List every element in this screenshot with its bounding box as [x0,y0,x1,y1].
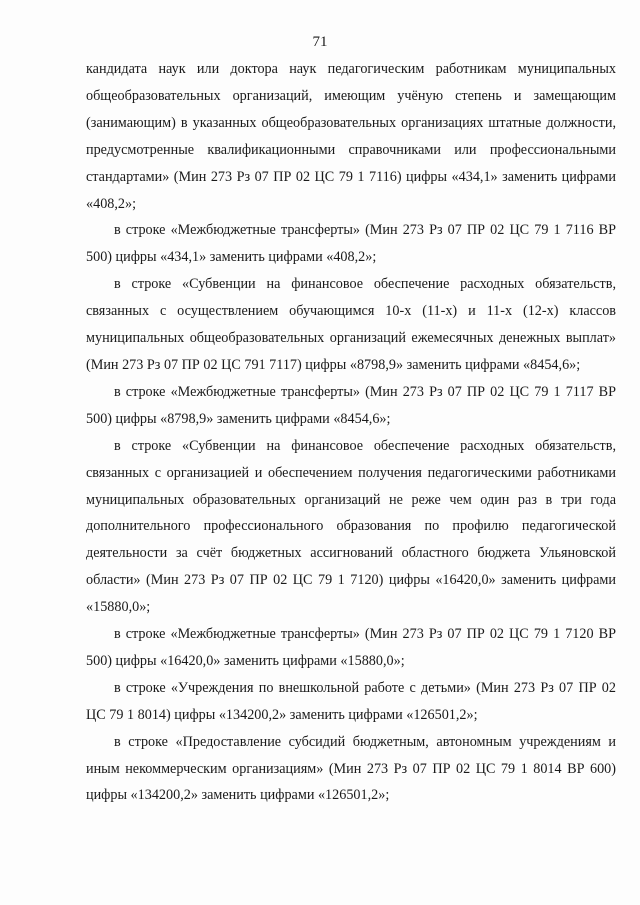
paragraph: в строке «Межбюджетные трансферты» (Мин 273 Рз 07 ПР 02 ЦС 79 1 7117 ВР 500) цифры «8798,9» заменить цифрами «8454,6»; [86,383,616,427]
paragraph: в строке «Учреждения по внешкольной работе с детьми» (Мин 273 Рз 07 ПР 02 ЦС 79 1 8014) цифры «134200,2» заменить цифрами «126501,2»; [86,679,616,723]
page-number: 71 [312,34,328,50]
paragraph: в строке «Межбюджетные трансферты» (Мин 273 Рз 07 ПР 02 ЦС 79 1 7116 ВР 500) цифры «434,1» заменить цифрами «408,2»; [86,222,616,266]
document-body [86,56,616,809]
paragraph: в строке «Субвенции на финансовое обеспечение расходных обязательств, связанных с организацией и обеспечением получения педагогическими работниками муниципальных образовательных организаций не реже чем один раз в три года дополнительного профессионального образования по профилю педагогической деятельности за счёт бюджетных ассигнований областного бюджета Ульяновской области» (Мин 273 Рз 07 ПР 02 ЦС 79 1 7120) цифры «16420,0» заменить цифрами «15880,0»; [86,437,616,616]
paragraph: в строке «Межбюджетные трансферты» (Мин 273 Рз 07 ПР 02 ЦС 79 1 7120 ВР 500) цифры «16420,0» заменить цифрами «15880,0»; [86,626,616,669]
paragraph-continuation: кандидата наук или доктора наук педагогическим работникам муниципальных общеобразовательных организаций, имеющим учёную степень и замещающим (занимающим) в указанных общеобразовательных организациях штатные должности, предусмотренные квалификационными справочниками или профессиональными стандартами» (Мин 273 Рз 07 ПР 02 ЦС 79 1 7116) цифры «434,1» заменить цифрами «408,2»; [86,61,616,212]
paragraph: в строке «Предоставление субсидий бюджетным, автономным учреждениям и иным некоммерческим организациям» (Мин 273 Рз 07 ПР 02 ЦС 79 1 8014 ВР 600) цифры «134200,2» заменить цифрами «126501,2»; [86,733,616,804]
paragraph: в строке «Субвенции на финансовое обеспечение расходных обязательств, связанных с осуществлением обучающимся 10-х (11-х) и 11-х (12-х) классов муниципальных общеобразовательных организаций ежемесячных денежных выплат» (Мин 273 Рз 07 ПР 02 ЦС 791 7117) цифры «8798,9» заменить цифрами «8454,6»; [86,276,616,373]
